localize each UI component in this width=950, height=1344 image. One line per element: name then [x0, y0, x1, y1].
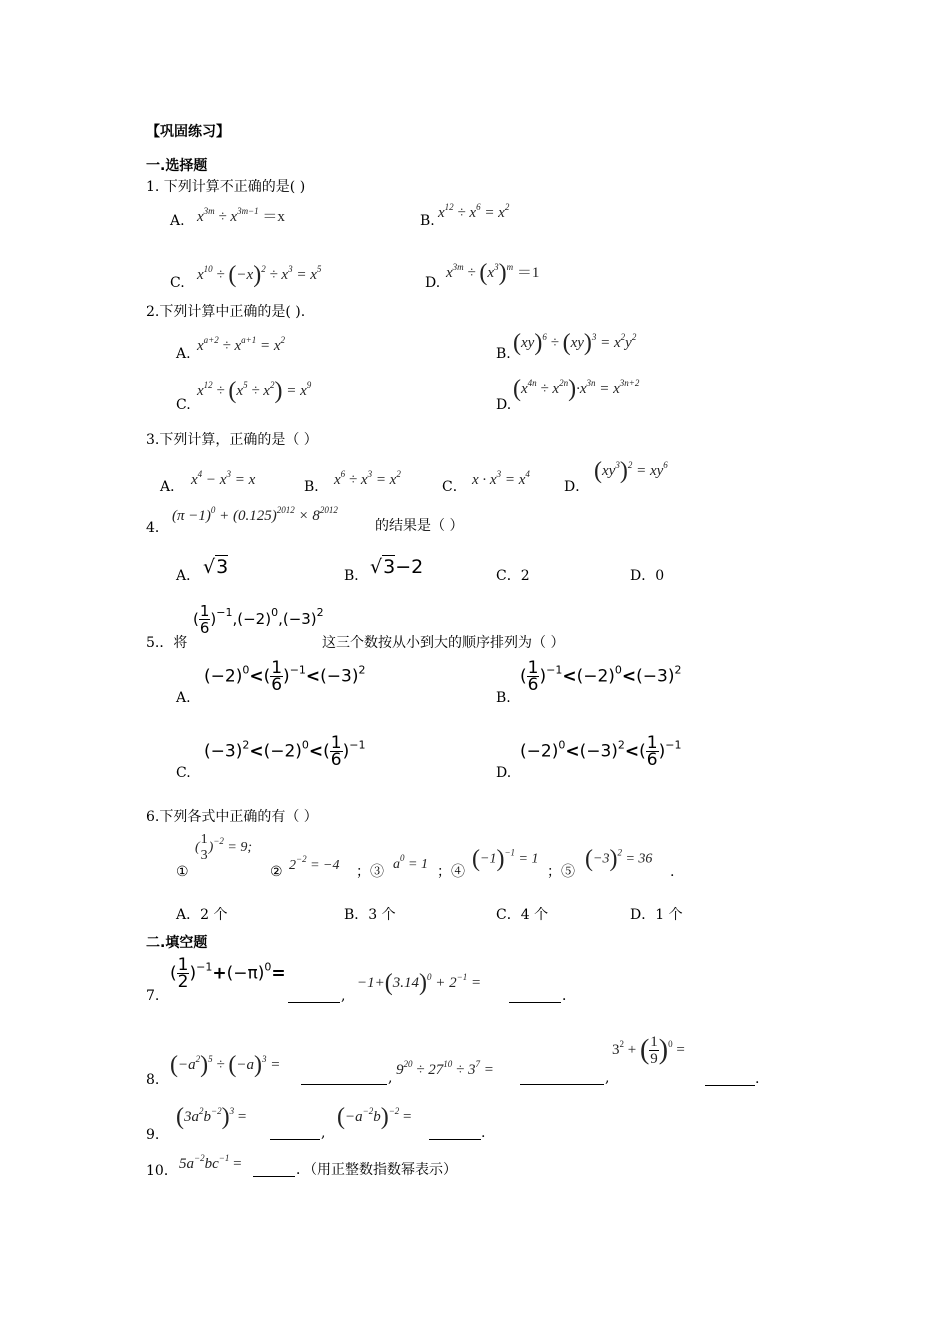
- q4-b-value: √3−2: [370, 556, 424, 578]
- q6-item4-formula: $(-1)^{-1} = 1$: [472, 846, 539, 872]
- q8-formula-1: $(-a^2)^5 \div (-a)^3$ =: [170, 1052, 281, 1078]
- q4-number: 4．: [146, 520, 169, 536]
- q6-c5: ；⑤: [547, 864, 575, 880]
- q8-sep1: ,: [388, 1070, 393, 1086]
- q9-formula-2: $(-a^{-2}b)^{-2}$ =: [337, 1104, 412, 1130]
- q7-formula-1: ( $\frac{1}{2}$ )$^{-1}+(-\pi)^0=$: [170, 955, 286, 992]
- q6-c2: ②: [270, 864, 283, 880]
- q4-tail: 的结果是（ ）: [375, 518, 464, 534]
- q5-d-label: D.: [496, 765, 512, 781]
- q2-stem: 2.下列计算中正确的是( ).: [146, 304, 306, 320]
- q1-a-label: A.: [170, 213, 185, 229]
- q9-sep: ,: [321, 1125, 326, 1141]
- q6-c4: ；④: [437, 864, 465, 880]
- q7-end: ．: [562, 988, 576, 1004]
- q2-c-label: C.: [176, 397, 191, 413]
- q5-d-formula: $(-2)^0<(-3)^2<$( $\frac{1}{6}$ )$^{-1}$: [520, 733, 682, 770]
- q4-formula: $(\pi -1)^0 + (0.125)^{2012} \times 8^{2012}$: [172, 505, 338, 524]
- q1-c-label: C.: [170, 275, 185, 291]
- q8-number: 8.: [146, 1072, 160, 1088]
- q5-prefix: 5.．将: [146, 635, 188, 651]
- q3-a-formula: $x^4 - x^3 = x$: [191, 469, 256, 488]
- q2-d-formula: $(x^{4n} \div x^{2n})\cdot x^{3n} = x^{3n+2}$: [513, 376, 640, 402]
- q6-item3-formula: $a^0 = 1$: [393, 853, 428, 872]
- q5-tail: 这三个数按从小到大的顺序排列为（ ）: [322, 635, 565, 651]
- q7-blank-1[interactable]: [288, 988, 340, 1003]
- q1-c-formula: $x^{10} \div (-x)^2 \div x^3 = x^5$: [197, 262, 322, 288]
- q8-blank-1[interactable]: [301, 1070, 387, 1085]
- q6-item1-formula: ( 1 3 )$^{-2}$ = 9;: [195, 832, 253, 863]
- q1-b-formula: $x^{12} \div x^6 = x^2$: [438, 202, 510, 221]
- q6-c1: ①: [176, 864, 189, 880]
- q3-b-label: B．: [304, 479, 329, 495]
- q5-a-label: A.: [176, 690, 191, 706]
- q10-tail: ．（用正整数指数幂表示）: [296, 1162, 457, 1178]
- q6-item5-formula: $(-3)^2 = 36$: [585, 846, 653, 872]
- q8-blank-2[interactable]: [520, 1070, 604, 1085]
- q1-b-label: B.: [420, 213, 435, 229]
- q10-formula: $5a^{-2}bc^{-1}$ =: [179, 1153, 242, 1172]
- q4-b-label: B．: [344, 568, 369, 584]
- q8-sep2: ,: [605, 1070, 610, 1086]
- q6-option-a: A．2 个: [176, 907, 228, 923]
- q3-c-label: C．: [442, 479, 467, 495]
- q5-b-formula: ( $\frac{1}{6}$ )$^{-1}<(-2)^0<(-3)^2$: [520, 658, 682, 695]
- part2-heading: 二.填空题: [146, 935, 208, 951]
- q5-stem-formula: ( $\frac{1}{6}$ )$^{-1},(-2)^0,(-3)^2$: [193, 602, 324, 637]
- q6-option-c: C．4 个: [496, 907, 549, 923]
- part1-heading: 一.选择题: [146, 158, 208, 174]
- q8-blank-3[interactable]: [705, 1071, 755, 1086]
- q1-stem: 1. 下列计算不正确的是( ): [146, 179, 306, 195]
- q4-a-label: A．: [176, 568, 201, 584]
- q1-d-formula: $x^{3m} \div (x^3)^m =1$: [446, 260, 540, 286]
- q3-d-label: D．: [564, 479, 590, 495]
- q1-d-label: D.: [425, 275, 441, 291]
- q10-number: 10．: [146, 1163, 178, 1179]
- q3-d-formula: $(xy^3)^2 = xy^6$: [594, 458, 668, 484]
- q2-a-label: A.: [176, 346, 191, 362]
- q3-stem: 3.下列计算，正确的是（ ）: [146, 432, 318, 448]
- q7-number: 7.: [146, 988, 160, 1004]
- q1-d-rhs: ＝1: [516, 264, 540, 281]
- q5-c-formula: $(-3)^2<(-2)^0<$( $\frac{1}{6}$ )$^{-1}$: [204, 733, 366, 770]
- q3-c-formula: $x \cdot x^3 = x^4$: [472, 469, 530, 488]
- q2-c-formula: $x^{12} \div (x^5 \div x^2) = x^9$: [197, 378, 312, 404]
- q9-end: .: [481, 1125, 486, 1141]
- q6-c3: ；③: [356, 864, 384, 880]
- q4-a-value: √3: [203, 556, 229, 578]
- q6-item2-formula: $2^{-2} = -4$: [289, 854, 340, 873]
- q3-b-formula: $x^6 \div x^3 = x^2$: [334, 469, 401, 488]
- q7-blank-2[interactable]: [509, 988, 561, 1003]
- q8-formula-2: $9^{20} \div 27^{10} \div 3^7$ =: [396, 1059, 494, 1078]
- q9-number: 9.: [146, 1127, 160, 1143]
- q2-a-formula: $x^{a+2} \div x^{a+1} = x^2$: [197, 335, 285, 354]
- q2-b-label: B.: [496, 346, 511, 362]
- q6-stem: 6.下列各式中正确的有（ ）: [146, 809, 318, 825]
- q6-end: .: [670, 864, 675, 880]
- q6-option-b: B．3 个: [344, 907, 396, 923]
- q9-blank-1[interactable]: [270, 1125, 320, 1140]
- q7-formula-2: $-1+(3.14)^0 + 2^{-1}$ =: [357, 970, 482, 996]
- q2-b-formula: $(xy)^6 \div (xy)^3 = x^2y^2$: [513, 330, 637, 356]
- q7-sep: ,: [341, 988, 346, 1004]
- q3-a-label: A．: [160, 479, 185, 495]
- q9-formula-1: $(3a^2b^{-2})^3$ =: [176, 1104, 247, 1130]
- section-title: 【巩固练习】: [146, 124, 230, 140]
- q4-c-option: C．2: [496, 568, 530, 584]
- q6-option-d: D．1 个: [630, 907, 683, 923]
- q8-end: .: [755, 1071, 760, 1087]
- q2-d-label: D.: [496, 397, 512, 413]
- q5-a-formula: $(-2)^0<$( $\frac{1}{6}$ )$^{-1}<(-3)^2$: [204, 658, 366, 695]
- q5-b-label: B.: [496, 690, 511, 706]
- q1-a-formula: $x^{3m} \div x^{3m-1} =x$: [197, 206, 285, 225]
- q9-blank-2[interactable]: [429, 1125, 481, 1140]
- q8-formula-3: $3^2$ + ( $\frac{1}{9}$ )$^0$ =: [612, 1034, 685, 1067]
- q1-a-rhs: ＝x: [262, 209, 285, 225]
- q4-d-option: D．0: [630, 568, 665, 584]
- q10-blank[interactable]: [253, 1162, 295, 1177]
- q5-c-label: C.: [176, 765, 191, 781]
